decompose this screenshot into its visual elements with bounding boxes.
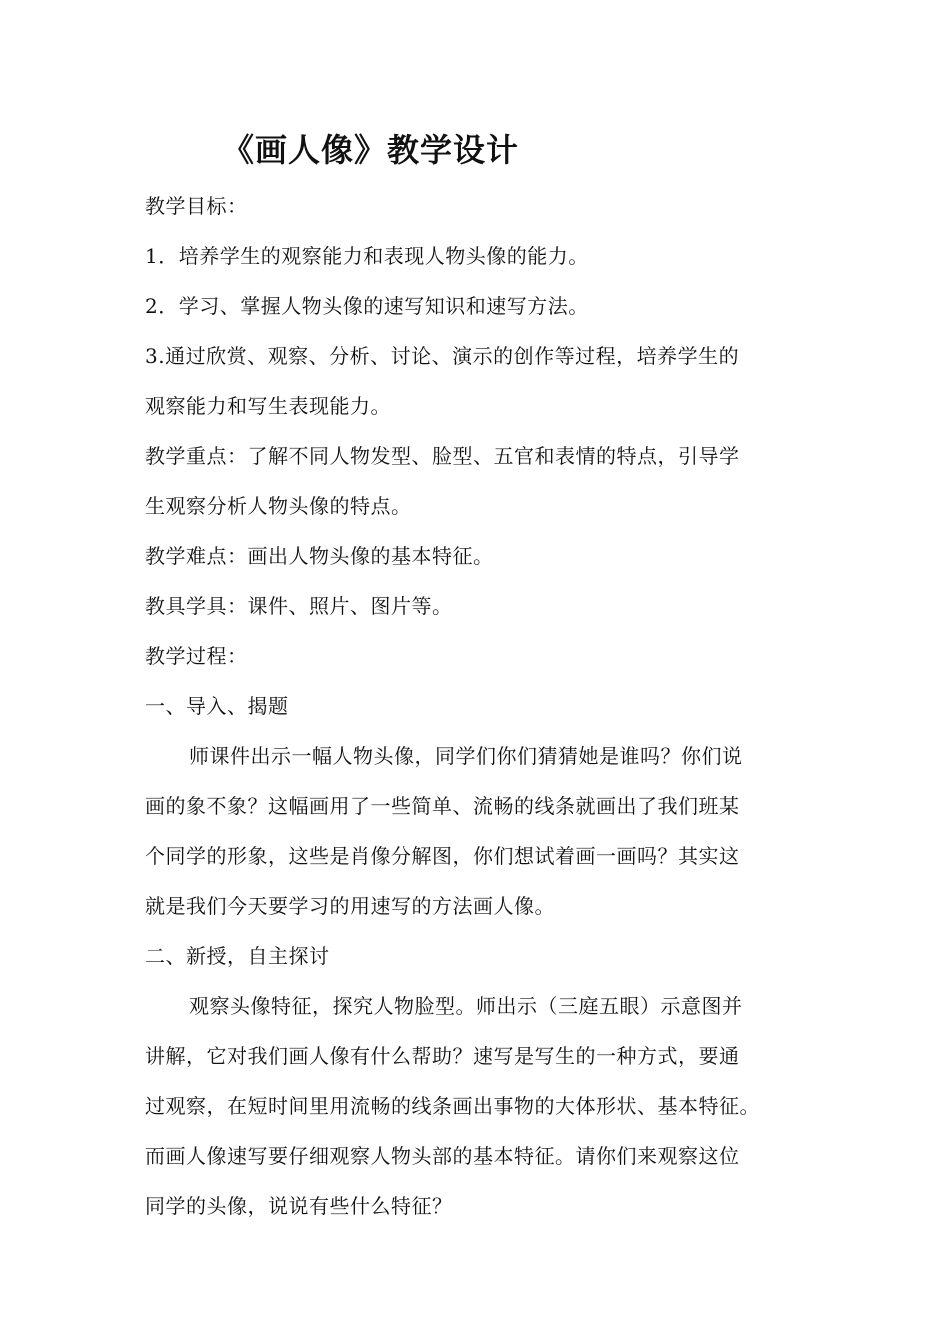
document-body xyxy=(145,181,845,1231)
text-line: 过观察，在短时间里用流畅的线条画出事物的大体形状、基本特征。 xyxy=(145,1094,760,1118)
text-line: 师课件出示一幅人物头像，同学们你们猜猜她是谁吗？你们说 xyxy=(189,744,743,768)
text-line: 生观察分析人物头像的特点。 xyxy=(145,494,412,518)
text-line: 3.通过欣赏、观察、分析、讨论、演示的创作等过程，培养学生的 xyxy=(145,344,740,368)
text-line: 讲解，它对我们画人像有什么帮助？速写是写生的一种方式，要通 xyxy=(145,1044,740,1068)
text-line: 个同学的形象，这些是肖像分解图，你们想试着画一画吗？其实这 xyxy=(145,844,740,868)
text-line: 观察头像特征，探究人物脸型。师出示（三庭五眼）示意图并 xyxy=(189,994,743,1018)
text-line: 教具学具：课件、照片、图片等。 xyxy=(145,594,453,618)
text-line: 教学目标： xyxy=(145,194,248,218)
section-heading: 一、导入、揭题 xyxy=(145,694,289,718)
text-line: 2．学习、掌握人物头像的速写知识和速写方法。 xyxy=(145,294,589,318)
text-line: 1．培养学生的观察能力和表现人物头像的能力。 xyxy=(145,244,589,268)
text-line: 观察能力和写生表现能力。 xyxy=(145,394,391,418)
section-heading: 二、新授，自主探讨 xyxy=(145,944,330,968)
text-line: 就是我们今天要学习的用速写的方法画人像。 xyxy=(145,894,555,918)
text-line: 教学难点：画出人物头像的基本特征。 xyxy=(145,544,494,568)
text-line: 而画人像速写要仔细观察人物头部的基本特征。请你们来观察这位 xyxy=(145,1144,740,1168)
document-title: 《画人像》教学设计 xyxy=(222,131,520,169)
text-line: 画的象不象？这幅画用了一些简单、流畅的线条就画出了我们班某 xyxy=(145,794,740,818)
text-line: 教学过程： xyxy=(145,644,248,668)
text-line: 教学重点：了解不同人物发型、脸型、五官和表情的特点，引导学 xyxy=(145,444,740,468)
text-line: 同学的头像，说说有些什么特征？ xyxy=(145,1194,453,1218)
